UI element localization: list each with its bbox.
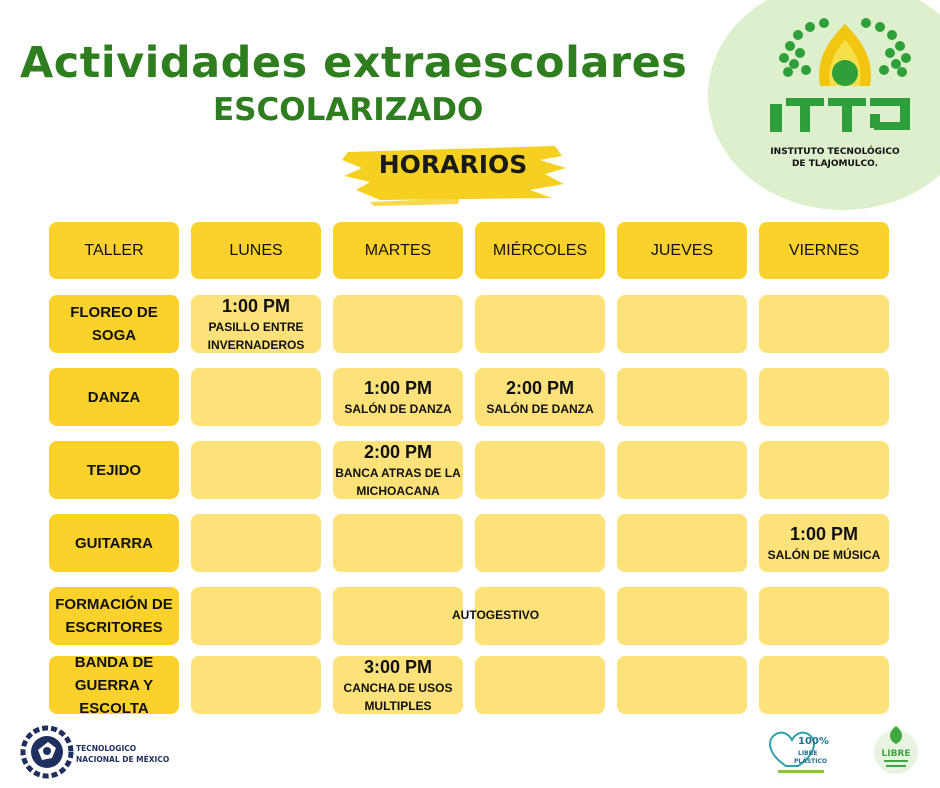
schedule-cell <box>617 295 747 353</box>
schedule-cell <box>333 295 463 353</box>
tecnm-line1: TECNOLOGICO <box>76 744 137 753</box>
schedule-slot-banda-de-guerra-y-escolta-martes <box>333 656 463 714</box>
badge-line1: LIBRE <box>798 750 818 757</box>
column-header-taller: TALLER <box>49 222 179 279</box>
workshop-name-tejido: TEJIDO <box>49 441 179 499</box>
institute-name <box>755 146 915 170</box>
slot-time: 2:00 PM <box>505 378 575 398</box>
schedule-cell <box>759 368 889 426</box>
slot-place: SALÓN DE MÚSICA <box>767 548 881 562</box>
slot-place: CANCHA DE USOS MULTIPLES <box>343 681 453 713</box>
badge-line2: PLÁSTICO <box>794 758 828 765</box>
schedule-slot-guitarra-viernes <box>759 514 889 572</box>
schedule-cell <box>759 656 889 714</box>
schedule-slot-danza-martes <box>333 368 463 426</box>
slot-time: 3:00 PM <box>363 657 433 677</box>
workshop-name-banda-de-guerra-y-escolta: BANDA DE GUERRA Y ESCOLTA <box>49 656 179 714</box>
schedule-cell <box>475 441 605 499</box>
schedule-cell <box>617 441 747 499</box>
schedule-slot-danza-miercoles <box>475 368 605 426</box>
smoke-free-badge-icon <box>870 722 922 778</box>
column-header-jueves: JUEVES <box>617 222 747 279</box>
column-header-viernes: VIERNES <box>759 222 889 279</box>
workshop-name-guitarra: GUITARRA <box>49 514 179 572</box>
slot-time: 2:00 PM <box>363 442 433 462</box>
schedule-cell <box>191 441 321 499</box>
schedule-cell <box>617 656 747 714</box>
schedule-cell <box>759 295 889 353</box>
schedule-slot-floreo-de-soga-lunes <box>191 295 321 353</box>
schedule-cell <box>191 514 321 572</box>
schedule-cell <box>759 587 889 645</box>
slot-time: 1:00 PM <box>363 378 433 398</box>
schedule-cell <box>333 587 463 645</box>
schedule-cell <box>759 441 889 499</box>
schedule-slot-tejido-martes <box>333 441 463 499</box>
itt-logo-icon <box>770 18 920 143</box>
self-managed-note: AUTOGESTIVO <box>452 608 540 622</box>
badge-percent: 100% <box>798 736 829 747</box>
column-header-lunes: LUNES <box>191 222 321 279</box>
slot-place: BANCA ATRAS DE LA MICHOACANA <box>335 466 461 498</box>
slot-place: PASILLO ENTRE INVERNADEROS <box>207 320 305 352</box>
plastic-free-badge-icon <box>764 726 834 776</box>
institute-name-line2: DE TLAJOMULCO. <box>791 159 879 169</box>
slot-place: SALÓN DE DANZA <box>486 402 594 416</box>
workshop-name-floreo-de-soga: FLOREO DE SOGA <box>49 295 179 353</box>
tecnm-line2: NACIONAL DE MÉXICO <box>76 755 170 764</box>
section-heading: HORARIOS <box>378 150 528 179</box>
workshop-name-danza: DANZA <box>49 368 179 426</box>
badge-smoke-text: LIBRE <box>881 749 911 759</box>
tecnm-logo-text <box>76 743 169 765</box>
schedule-cell <box>475 656 605 714</box>
page-subtitle: ESCOLARIZADO <box>213 92 484 128</box>
slot-place: SALÓN DE DANZA <box>344 402 452 416</box>
schedule-cell <box>191 656 321 714</box>
schedule-cell <box>191 368 321 426</box>
schedule-cell <box>333 514 463 572</box>
slot-time: 1:00 PM <box>789 524 859 544</box>
tecnm-logo-icon <box>18 722 76 782</box>
page-title: Actividades extraescolares <box>20 38 688 88</box>
institute-name-line1: INSTITUTO TECNOLÓGICO <box>770 147 900 157</box>
schedule-cell <box>617 368 747 426</box>
schedule-cell <box>191 587 321 645</box>
schedule-cell <box>475 514 605 572</box>
schedule-cell <box>617 514 747 572</box>
workshop-name-formacion-de-escritores: FORMACIÓN DE ESCRITORES <box>49 587 179 645</box>
slot-time: 1:00 PM <box>221 296 291 316</box>
schedule-cell <box>617 587 747 645</box>
schedule-cell <box>475 295 605 353</box>
column-header-miercoles: MIÉRCOLES <box>475 222 605 279</box>
column-header-martes: MARTES <box>333 222 463 279</box>
